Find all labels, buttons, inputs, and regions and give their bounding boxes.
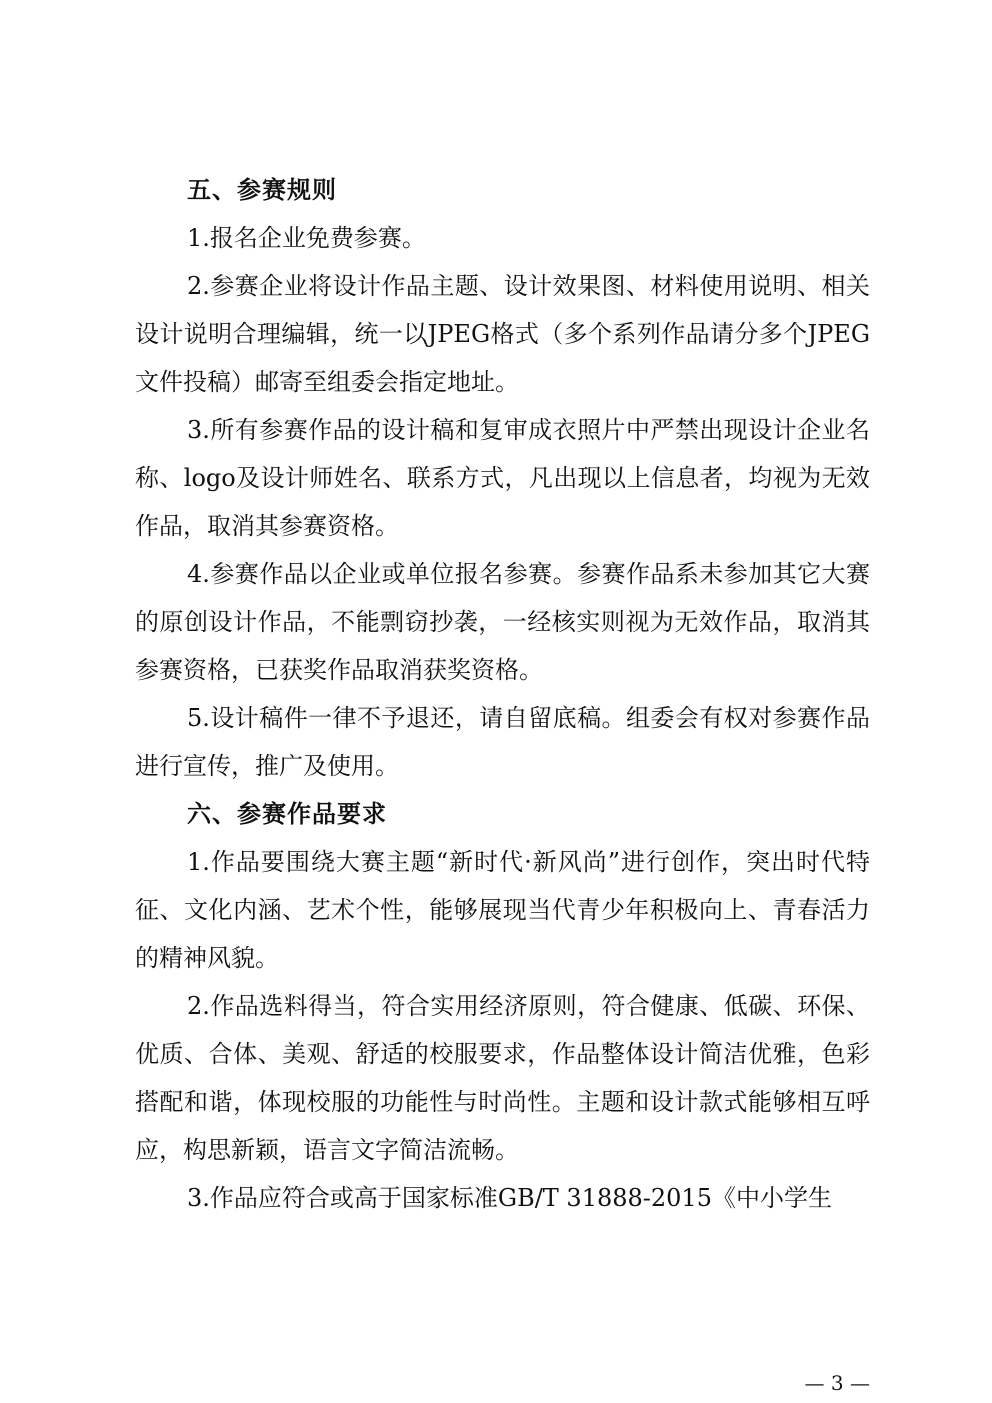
- section-heading-requirements: 六、参赛作品要求: [187, 800, 387, 828]
- document-body: [135, 166, 870, 1222]
- rule-2-paragraph: 2.参赛企业将设计作品主题、设计效果图、材料使用说明、相关设计说明合理编辑，统一以JPEG格式（多个系列作品请分多个JPEG文件投稿）邮寄至组委会指定地址。: [135, 272, 870, 396]
- rule-5-paragraph: 5.设计稿件一律不予退还，请自留底稿。组委会有权对参赛作品进行宣传，推广及使用。: [135, 704, 870, 780]
- rule-1-paragraph: 1.报名企业免费参赛。: [187, 224, 426, 252]
- requirement-2-paragraph: 2.作品选料得当，符合实用经济原则，符合健康、低碳、环保、优质、合体、美观、舒适的校服要求，作品整体设计简洁优雅，色彩搭配和谐，体现校服的功能性与时尚性。主题和设计款式能够相互呼应，构思新颖，语言文字简洁流畅。: [135, 992, 870, 1164]
- requirement-1-paragraph: 1.作品要围绕大赛主题“新时代·新风尚”进行创作，突出时代特征、文化内涵、艺术个性，能够展现当代青少年积极向上、青春活力的精神风貌。: [135, 848, 870, 972]
- section-heading-rules: 五、参赛规则: [187, 176, 337, 204]
- page-number: — 3 —: [804, 1371, 870, 1395]
- rule-3-paragraph: 3.所有参赛作品的设计稿和复审成衣照片中严禁出现设计企业名称、logo及设计师姓名、联系方式，凡出现以上信息者，均视为无效作品，取消其参赛资格。: [135, 416, 870, 540]
- rule-4-paragraph: 4.参赛作品以企业或单位报名参赛。参赛作品系未参加其它大赛的原创设计作品，不能剽窃抄袭，一经核实则视为无效作品，取消其参赛资格，已获奖作品取消获奖资格。: [135, 560, 870, 684]
- requirement-3-paragraph: 3.作品应符合或高于国家标准GB/T 31888-2015《中小学生: [187, 1184, 832, 1212]
